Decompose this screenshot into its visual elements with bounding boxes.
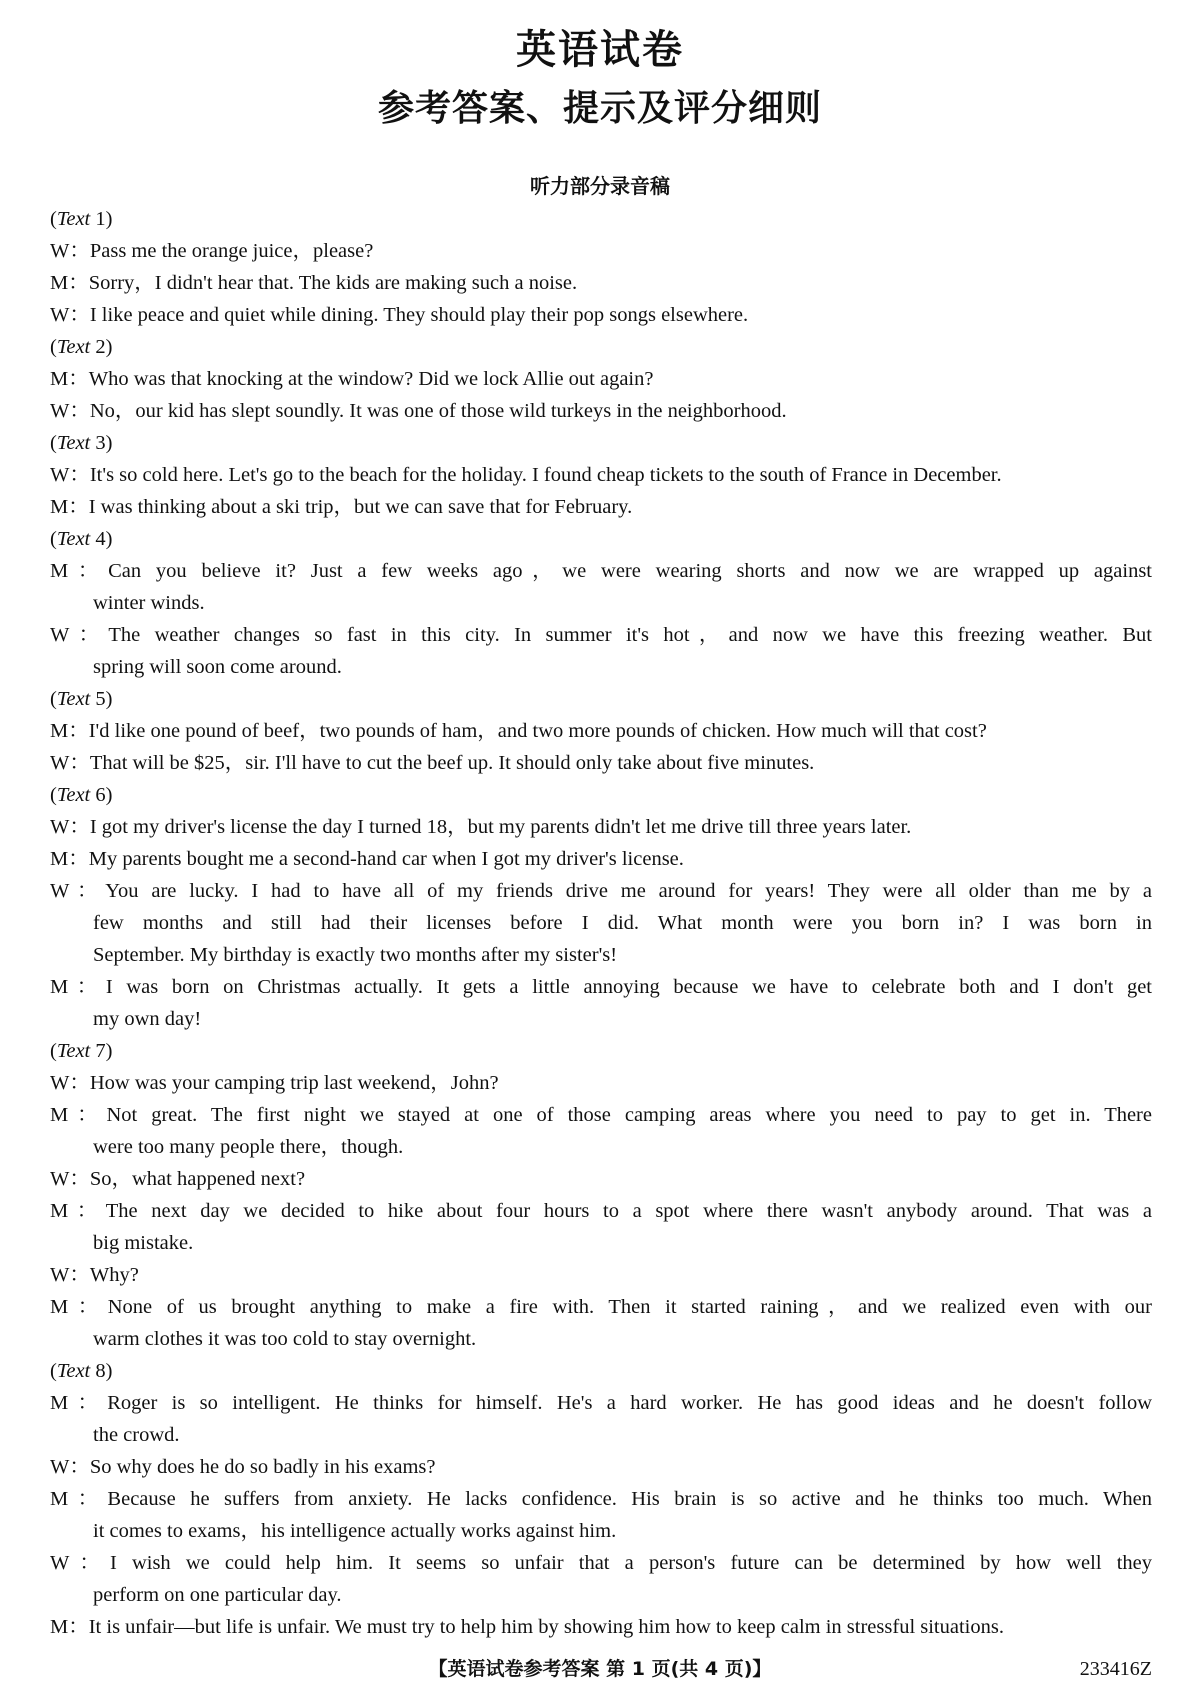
dialogue-line: M：The next day we decided to hike about four hours to a spot where there wasn't anybody around. That was a [50, 1200, 1152, 1222]
marker-label: Text [56, 1040, 91, 1062]
dialogue-continuation: winter winds. [93, 592, 205, 614]
dialogue-line: M：Sorry，I didn't hear that. The kids are making such a noise. [50, 272, 578, 294]
marker-open: ( [50, 336, 57, 358]
dialogue-line: M：None of us brought anything to make a fire with. Then it started raining，and we realized even with our [50, 1296, 1152, 1318]
marker-open: ( [50, 432, 57, 454]
dialogue-line: W：That will be $25，sir. I'll have to cut the beef up. It should only take about five minutes. [50, 752, 815, 774]
text-section-marker [50, 683, 1152, 715]
marker-label: Text [56, 784, 91, 806]
page-footer [0, 1652, 1200, 1686]
dialogue-line: M：I'd like one pound of beef，two pounds of ham，and two more pounds of chicken. How much will that cost? [50, 720, 987, 742]
dialogue-continuation: were too many people there，though. [93, 1136, 404, 1158]
marker-label: Text [56, 208, 91, 230]
dialogue-line: W：How was your camping trip last weekend，John? [50, 1072, 499, 1094]
dialogue-line: M：It is unfair—but life is unfair. We must try to help him by showing him how to keep calm in stressful situations. [50, 1616, 1004, 1638]
marker-number: 7) [90, 1040, 113, 1062]
text-section-marker [50, 1355, 1152, 1387]
marker-open: ( [50, 784, 57, 806]
marker-label: Text [56, 336, 91, 358]
dialogue-line: W：Why? [50, 1264, 139, 1286]
marker-label: Text [56, 1360, 91, 1382]
transcript-body [50, 203, 1152, 1643]
dialogue-line: M：Who was that knocking at the window? Did we lock Allie out again? [50, 368, 654, 390]
dialogue-line: M：Because he suffers from anxiety. He lacks confidence. His brain is so active and he thinks too much. When [50, 1488, 1152, 1510]
dialogue-continuation: warm clothes it was too cold to stay overnight. [93, 1328, 477, 1350]
marker-label: Text [56, 528, 91, 550]
section-title: 听力部分录音稿 [530, 174, 670, 198]
marker-open: ( [50, 208, 57, 230]
marker-open: ( [50, 688, 57, 710]
marker-number: 8) [90, 1360, 113, 1382]
text-section-marker [50, 203, 1152, 235]
text-section-marker [50, 779, 1152, 811]
document-subtitle: 参考答案、提示及评分细则 [377, 88, 822, 129]
marker-number: 2) [90, 336, 113, 358]
document-title: 英语试卷 [516, 27, 684, 73]
marker-label: Text [56, 432, 91, 454]
dialogue-continuation: big mistake. [93, 1232, 194, 1254]
marker-open: ( [50, 1360, 57, 1382]
dialogue-continuation: few months and still had their licenses before I did. What month were you born in? I was born in [93, 912, 1152, 934]
text-section-marker [50, 427, 1152, 459]
marker-number: 5) [90, 688, 113, 710]
dialogue-line: M：Can you believe it? Just a few weeks ago，we were wearing shorts and now we are wrapped up against [50, 560, 1152, 582]
marker-number: 3) [90, 432, 113, 454]
dialogue-line: W：You are lucky. I had to have all of my friends drive me around for years! They were all older than me by a [50, 880, 1152, 902]
marker-number: 4) [90, 528, 113, 550]
dialogue-continuation: September. My birthday is exactly two months after my sister's! [93, 944, 618, 966]
dialogue-line: W：So，what happened next? [50, 1168, 306, 1190]
marker-label: Text [56, 688, 91, 710]
dialogue-continuation: my own day! [93, 1008, 202, 1030]
dialogue-line: M：Roger is so intelligent. He thinks for himself. He's a hard worker. He has good ideas and he doesn't follow [50, 1392, 1152, 1414]
marker-open: ( [50, 1040, 57, 1062]
footer-code: 233416Z [1079, 1658, 1152, 1680]
dialogue-line: W：The weather changes so fast in this city. In summer it's hot，and now we have this freezing weather. But [50, 624, 1152, 646]
text-section-marker [50, 523, 1152, 555]
dialogue-line: M：My parents bought me a second-hand car when I got my driver's license. [50, 848, 684, 870]
text-section-marker [50, 1035, 1152, 1067]
marker-open: ( [50, 528, 57, 550]
dialogue-line: W：So why does he do so badly in his exams? [50, 1456, 436, 1478]
dialogue-continuation: perform on one particular day. [93, 1584, 342, 1606]
dialogue-continuation: it comes to exams，his intelligence actually works against him. [93, 1520, 617, 1542]
dialogue-line: W：I like peace and quiet while dining. They should play their pop songs elsewhere. [50, 304, 749, 326]
dialogue-continuation: the crowd. [93, 1424, 180, 1446]
dialogue-line: W：It's so cold here. Let's go to the beach for the holiday. I found cheap tickets to the south of France in December. [50, 464, 1002, 486]
dialogue-line: W：I got my driver's license the day I turned 18，but my parents didn't let me drive till three years later. [50, 816, 912, 838]
dialogue-line: W：I wish we could help him. It seems so unfair that a person's future can be determined by how well they [50, 1552, 1152, 1574]
text-section-marker [50, 331, 1152, 363]
marker-number: 1) [90, 208, 113, 230]
dialogue-continuation: spring will soon come around. [93, 656, 342, 678]
footer-page-info: 【英语试卷参考答案 第 1 页(共 4 页)】 [428, 1658, 772, 1680]
dialogue-line: M：Not great. The first night we stayed at one of those camping areas where you need to pay to get in. There [50, 1104, 1152, 1126]
dialogue-line: M：I was born on Christmas actually. It gets a little annoying because we have to celebrate both and I don't get [50, 976, 1152, 998]
dialogue-line: W：No，our kid has slept soundly. It was one of those wild turkeys in the neighborhood. [50, 400, 787, 422]
marker-number: 6) [90, 784, 113, 806]
dialogue-line: M：I was thinking about a ski trip，but we can save that for February. [50, 496, 633, 518]
dialogue-line: W：Pass me the orange juice，please? [50, 240, 374, 262]
